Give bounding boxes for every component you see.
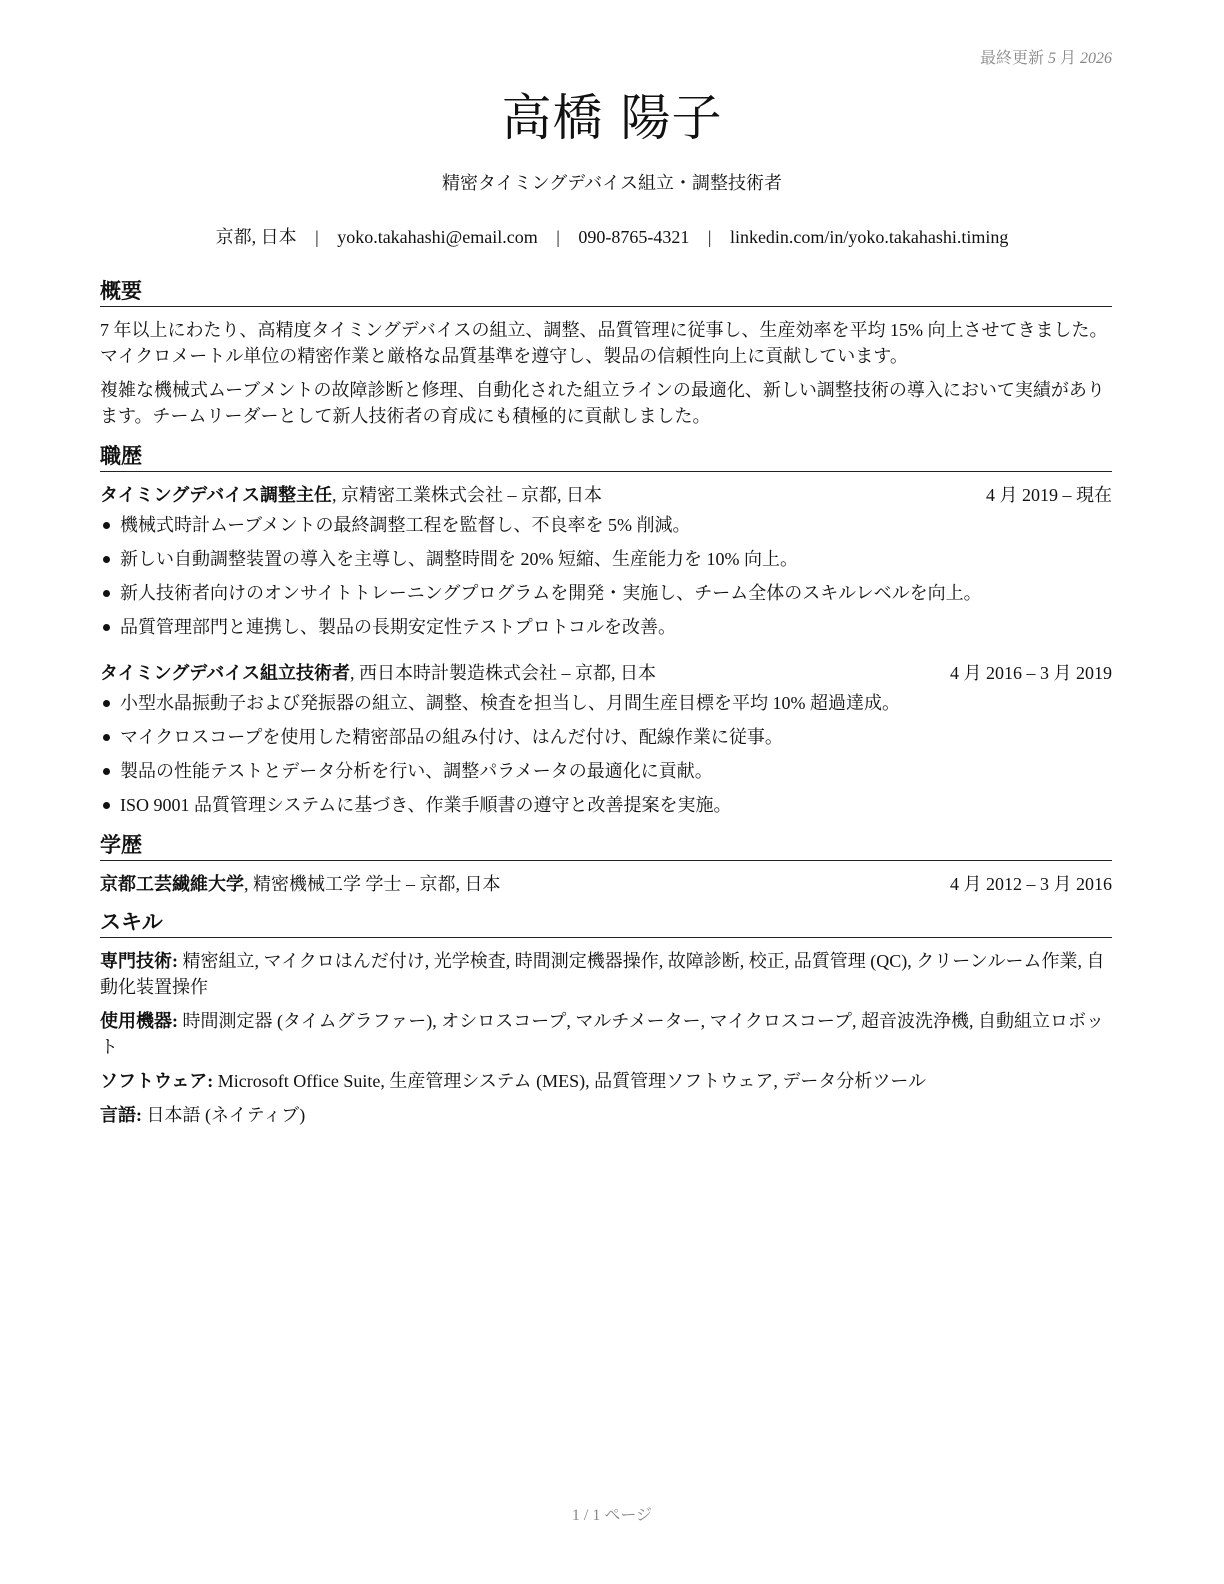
education-degree: , 精密機械工学 学士 – 京都, 日本 (244, 874, 501, 894)
job-dates: 4 月 2019 – 現在 (986, 485, 1112, 505)
job-role: タイミングデバイス調整主任 (100, 485, 333, 505)
candidate-name: 高橋 陽子 (501, 89, 723, 147)
skill-line (100, 1068, 1112, 1094)
job-bullet: マイクロスコープを使用した精密部品の組み付け、はんだ付け、配線作業に従事。 (100, 724, 1112, 750)
last-updated (980, 45, 1112, 68)
job-entry (100, 660, 1112, 818)
skill-label: 言語: (100, 1105, 142, 1125)
skill-label: 専門技術: (100, 951, 178, 971)
job-bullet: 製品の性能テストとデータ分析を行い、調整パラメータの最適化に貢献。 (100, 758, 1112, 784)
resume-content (100, 276, 1112, 1136)
job-company: , 西日本時計製造株式会社 – 京都, 日本 (350, 663, 657, 683)
experience-heading: 職歴 (100, 441, 1112, 472)
job-bullet: 機械式時計ムーブメントの最終調整工程を監督し、不良率を 5% 削減。 (100, 512, 1112, 538)
education-heading: 学歴 (100, 830, 1112, 861)
page-indicator: 1 / 1 ページ (571, 1507, 653, 1524)
contact-email[interactable]: yoko.takahashi@email.com (337, 227, 538, 247)
skills-section (100, 907, 1112, 1128)
job-bullet: ISO 9001 品質管理システムに基づき、作業手順書の遵守と改善提案を実施。 (100, 792, 1112, 818)
experience-section (100, 441, 1112, 818)
job-bullet: 品質管理部門と連携し、製品の長期安定性テストプロトコルを改善。 (100, 614, 1112, 640)
job-bullets (100, 690, 1112, 818)
candidate-job-title: 精密タイミングデバイス組立・調整技術者 (441, 173, 783, 193)
last-updated-year: 2026 (1080, 50, 1112, 67)
job-dates: 4 月 2016 – 3 月 2019 (950, 663, 1112, 683)
skill-line (100, 1008, 1112, 1060)
contact-line (0, 224, 1224, 250)
contact-separator: | (556, 227, 560, 247)
job-role-company (100, 660, 656, 686)
job-bullet: 新人技術者向けのオンサイトトレーニングプログラムを開発・実施し、チーム全体のスキルレベルを向上。 (100, 580, 1112, 606)
job-role: タイミングデバイス組立技術者 (100, 663, 351, 683)
job-bullets (100, 512, 1112, 640)
job-bullet: 新しい自動調整装置の導入を主導し、調整時間を 20% 短縮、生産能力を 10% 向上。 (100, 546, 1112, 572)
contact-location: 京都, 日本 (215, 227, 297, 247)
summary-paragraph: 7 年以上にわたり、高精度タイミングデバイスの組立、調整、品質管理に従事し、生産効率を平均 15% 向上させてきました。マイクロメートル単位の精密作業と厳格な品質基準を遵守し、製品の信頼性向上に貢献しています。 (100, 320, 1108, 366)
job-bullet: 小型水晶振動子および発振器の組立、調整、検査を担当し、月間生産目標を平均 10% 超過達成。 (100, 690, 1112, 716)
contact-separator: | (315, 227, 319, 247)
skills-heading: スキル (100, 907, 1112, 938)
summary-heading: 概要 (100, 276, 1112, 307)
skill-value: 日本語 (ネイティブ) (142, 1105, 306, 1125)
skill-value: 時間測定器 (タイムグラファー), オシロスコープ, マルチメーター, マイクロスコープ, 超音波洗浄機, 自動組立ロボット (100, 1011, 1105, 1057)
education-dates: 4 月 2012 – 3 月 2016 (950, 874, 1112, 894)
education-school: 京都工芸繊維大学 (100, 874, 244, 894)
contact-phone[interactable]: 090-8765-4321 (578, 227, 690, 247)
last-updated-month-unit: 月 (1059, 50, 1076, 67)
last-updated-month: 5 (1047, 50, 1056, 67)
education-school-degree (100, 871, 501, 897)
skill-line (100, 948, 1112, 1000)
summary-paragraph: 複雑な機械式ムーブメントの故障診断と修理、自動化された組立ラインの最適化、新しい調整技術の導入において実績があります。チームリーダーとして新人技術者の育成にも積極的に貢献しました。 (100, 380, 1105, 426)
skill-value: Microsoft Office Suite, 生産管理システム (MES), 品質管理ソフトウェア, データ分析ツール (213, 1071, 927, 1091)
education-entry (100, 871, 1112, 897)
job-entry (100, 482, 1112, 640)
summary-section (100, 276, 1112, 429)
skill-value: 精密組立, マイクロはんだ付け, 光学検査, 時間測定機器操作, 故障診断, 校正, 品質管理 (QC), クリーンルーム作業, 自動化装置操作 (100, 951, 1105, 997)
last-updated-prefix: 最終更新 (979, 50, 1044, 67)
contact-linkedin[interactable]: linkedin.com/in/yoko.takahashi.timing (729, 227, 1009, 247)
job-header (100, 482, 1112, 508)
skill-line (100, 1102, 1112, 1128)
skill-label: ソフトウェア: (100, 1071, 214, 1091)
job-header (100, 660, 1112, 686)
contact-separator: | (707, 227, 712, 247)
education-section (100, 830, 1112, 897)
job-company: , 京精密工業株式会社 – 京都, 日本 (332, 485, 603, 505)
job-role-company (100, 482, 602, 508)
skill-label: 使用機器: (100, 1011, 178, 1031)
